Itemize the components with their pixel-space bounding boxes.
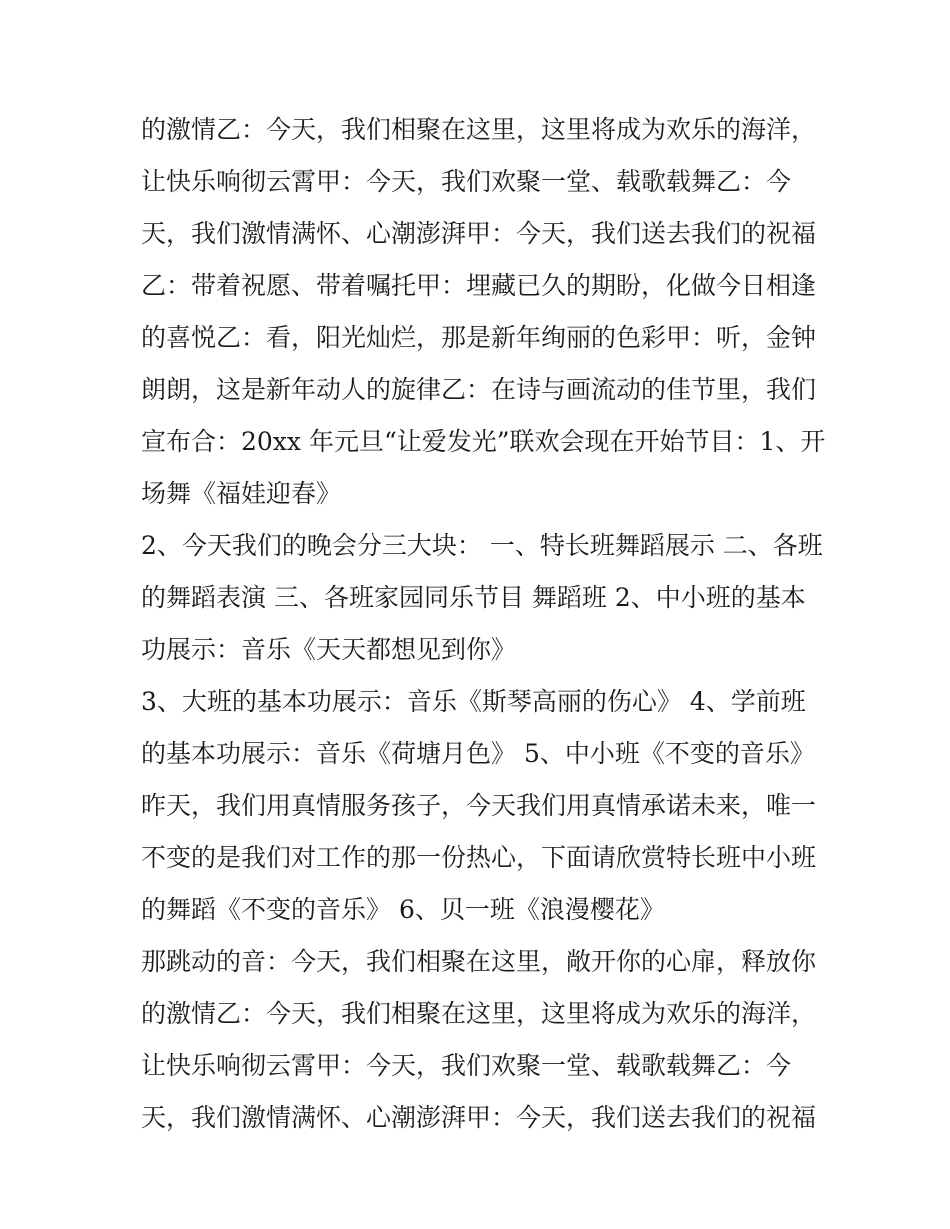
text-line: 不变的是我们对工作的那一份热心，下面请欣赏特长班中小班 [141,843,817,872]
text-line: 的喜悦乙：看，阳光灿烂，那是新年绚丽的色彩甲：听，金钟 [141,323,817,352]
text-line: 朗朗，这是新年动人的旋律乙：在诗与画流动的佳节里，我们 [141,375,817,404]
text-line: 3、大班的基本功展示：音乐《斯琴高丽的伤心》 4、学前班 [141,687,806,716]
text-line: 那跳动的音：今天，我们相聚在这里，敞开你的心扉，释放你 [141,947,817,976]
text-line: 的舞蹈表演 三、各班家园同乐节目 舞蹈班 2、中小班的基本 [141,583,806,612]
text-line: 昨天，我们用真情服务孩子，今天我们用真情承诺未来，唯一 [141,791,817,820]
text-line: 乙：带着祝愿、带着嘱托甲：埋藏已久的期盼，化做今日相逢 [141,271,817,300]
text-line: 让快乐响彻云霄甲：今天，我们欢聚一堂、载歌载舞乙：今 [141,1051,792,1080]
text-line: 宣布合：20xx 年元旦“让爱发光”联欢会现在开始节目：1、开 [141,427,826,456]
text-line: 场舞《福娃迎春》 [141,479,342,508]
text-line: 的舞蹈《不变的音乐》 6、贝一班《浪漫樱花》 [141,895,665,924]
text-line: 的激情乙：今天，我们相聚在这里，这里将成为欢乐的海洋， [141,999,817,1028]
text-line: 的基本功展示：音乐《荷塘月色》 5、中小班《不变的音乐》 [141,739,815,768]
text-line: 天，我们激情满怀、心潮澎湃甲：今天，我们送去我们的祝福 [141,1103,817,1132]
document-body [141,104,826,1144]
text-line: 天，我们激情满怀、心潮澎湃甲：今天，我们送去我们的祝福 [141,219,817,248]
text-line: 2、今天我们的晚会分三大块： 一、特长班舞蹈展示 二、各班 [141,531,823,560]
text-line: 功展示：音乐《天天都想见到你》 [141,635,517,664]
text-line: 的激情乙：今天，我们相聚在这里，这里将成为欢乐的海洋， [141,115,817,144]
text-line: 让快乐响彻云霄甲：今天，我们欢聚一堂、载歌载舞乙：今 [141,167,792,196]
